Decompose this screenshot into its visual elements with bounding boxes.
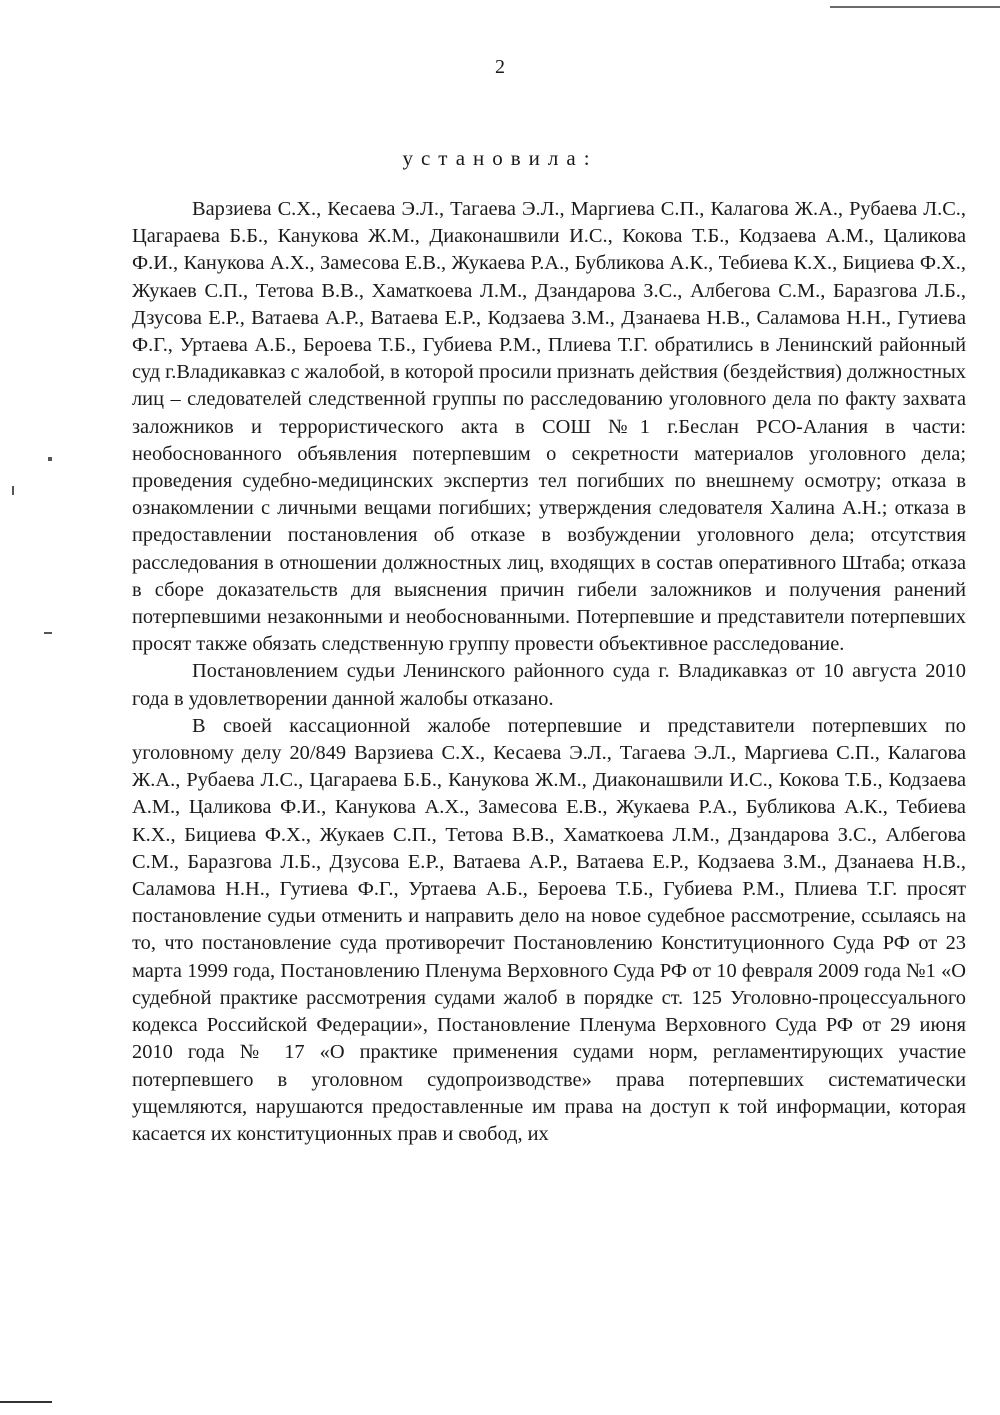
scan-edge-line (0, 1401, 52, 1403)
paragraph-decision: Постановлением судьи Ленинского районного суда г. Владикавказ от 10 августа 2010 года в удовлетворении данной жалобы отказано. (132, 660, 966, 710)
scan-artifact-mark (915, 26, 960, 44)
page-number: 2 (495, 56, 505, 78)
margin-speck (48, 457, 52, 461)
margin-speck (12, 486, 14, 495)
margin-speck (44, 632, 52, 634)
scan-edge-line (830, 6, 1000, 8)
document-heading: установила: (402, 146, 598, 170)
document-body (132, 196, 966, 1148)
paragraph-complaint: Варзиева С.Х., Кесаева Э.Л., Тагаева Э.Л., Маргиева С.П., Калагова Ж.А., Рубаева Л.С., Цагараева Б.Б., Канукова Ж.М., Диаконашвили И.С., Кокова Т.Б., Кодзаева А.М., Цаликова Ф.И., Канукова А.Х., Замесова Е.В., Жукаева Р.А., Бубликова А.К., Тебиева К.Х., Бициева Ф.Х., Жукаев С.П., Тетова В.В., Хаматкоева Л.М., Дзандарова З.С., Албегова С.М., Баразгова Л.Б., Дзусова Е.Р., Ватаева А.Р., Ватаева Е.Р., Кодзаева З.М., Дзанаева Н.В., Саламова Н.Н., Гутиева Ф.Г., Уртаева А.Б., Бероева Т.Б., Губиева Р.М., Плиева Т.Г. обратились в Ленинский районный суд г.Владикавказ с жалобой, в которой просили признать действия (бездействия) должностных лиц – следователей следственной группы по расследованию уголовного дела по факту захвата заложников и террористического акта в СОШ №1 г.Беслан РСО-Алания в части: необоснованного объявления потерпевшим о секретности материалов уголовного дела; проведения судебно-медицинских экспертиз тел погибших по внешнему осмотру; отказа в ознакомлении с личными вещами погибших; утверждения следователя Халина А.Н.; отказа в предоставлении постановления об отказе в возбуждении уголовного дела; отсутствия расследования в отношении должностных лиц, входящих в состав оперативного Штаба; отказа в сборе доказательств для выяснения причин гибели заложников и получения ранений потерпевшими незаконными и необоснованными. Потерпевшие и представители потерпевших просят также обязать следственную группу провести объективное расследование. (132, 198, 966, 656)
paragraph-cassation: В своей кассационной жалобе потерпевшие и представители потерпевших по уголовному делу 20/849 Варзиева С.Х., Кесаева Э.Л., Тагаева Э.Л., Маргиева С.П., Калагова Ж.А., Рубаева Л.С., Цагараева Б.Б., Канукова Ж.М., Диаконашвили И.С., Кокова Т.Б., Кодзаева А.М., Цаликова Ф.И., Канукова А.Х., Замесова Е.В., Жукаева Р.А., Бубликова А.К., Тебиева К.Х., Бициева Ф.Х., Жукаев С.П., Тетова В.В., Хаматкоева Л.М., Дзандарова З.С., Албегова С.М., Баразгова Л.Б., Дзусова Е.Р., Ватаева А.Р., Ватаева Е.Р., Кодзаева З.М., Дзанаева Н.В., Саламова Н.Н., Гутиева Ф.Г., Уртаева А.Б., Бероева Т.Б., Губиева Р.М., Плиева Т.Г. просят постановление судьи отменить и направить дело на новое судебное рассмотрение, ссылаясь на то, что постановление суда противоречит Постановлению Конституционного Суда РФ от 23 марта 1999 года, Постановлению Пленума Верховного Суда РФ от 10 февраля 2009 года №1 «О судебной практике рассмотрения судами жалоб в порядке ст. 125 Уголовно-процессуального кодекса Российской Федерации», Постановление Пленума Верховного Суда РФ от 29 июня 2010 года № 17 «О практике применения судами норм, регламентирующих участие потерпевшего в уголовном судопроизводстве» права потерпевших систематически ущемляются, нарушаются предоставленные им права на доступ к той информации, которая касается их конституционных прав и свобод, их (132, 714, 966, 1145)
